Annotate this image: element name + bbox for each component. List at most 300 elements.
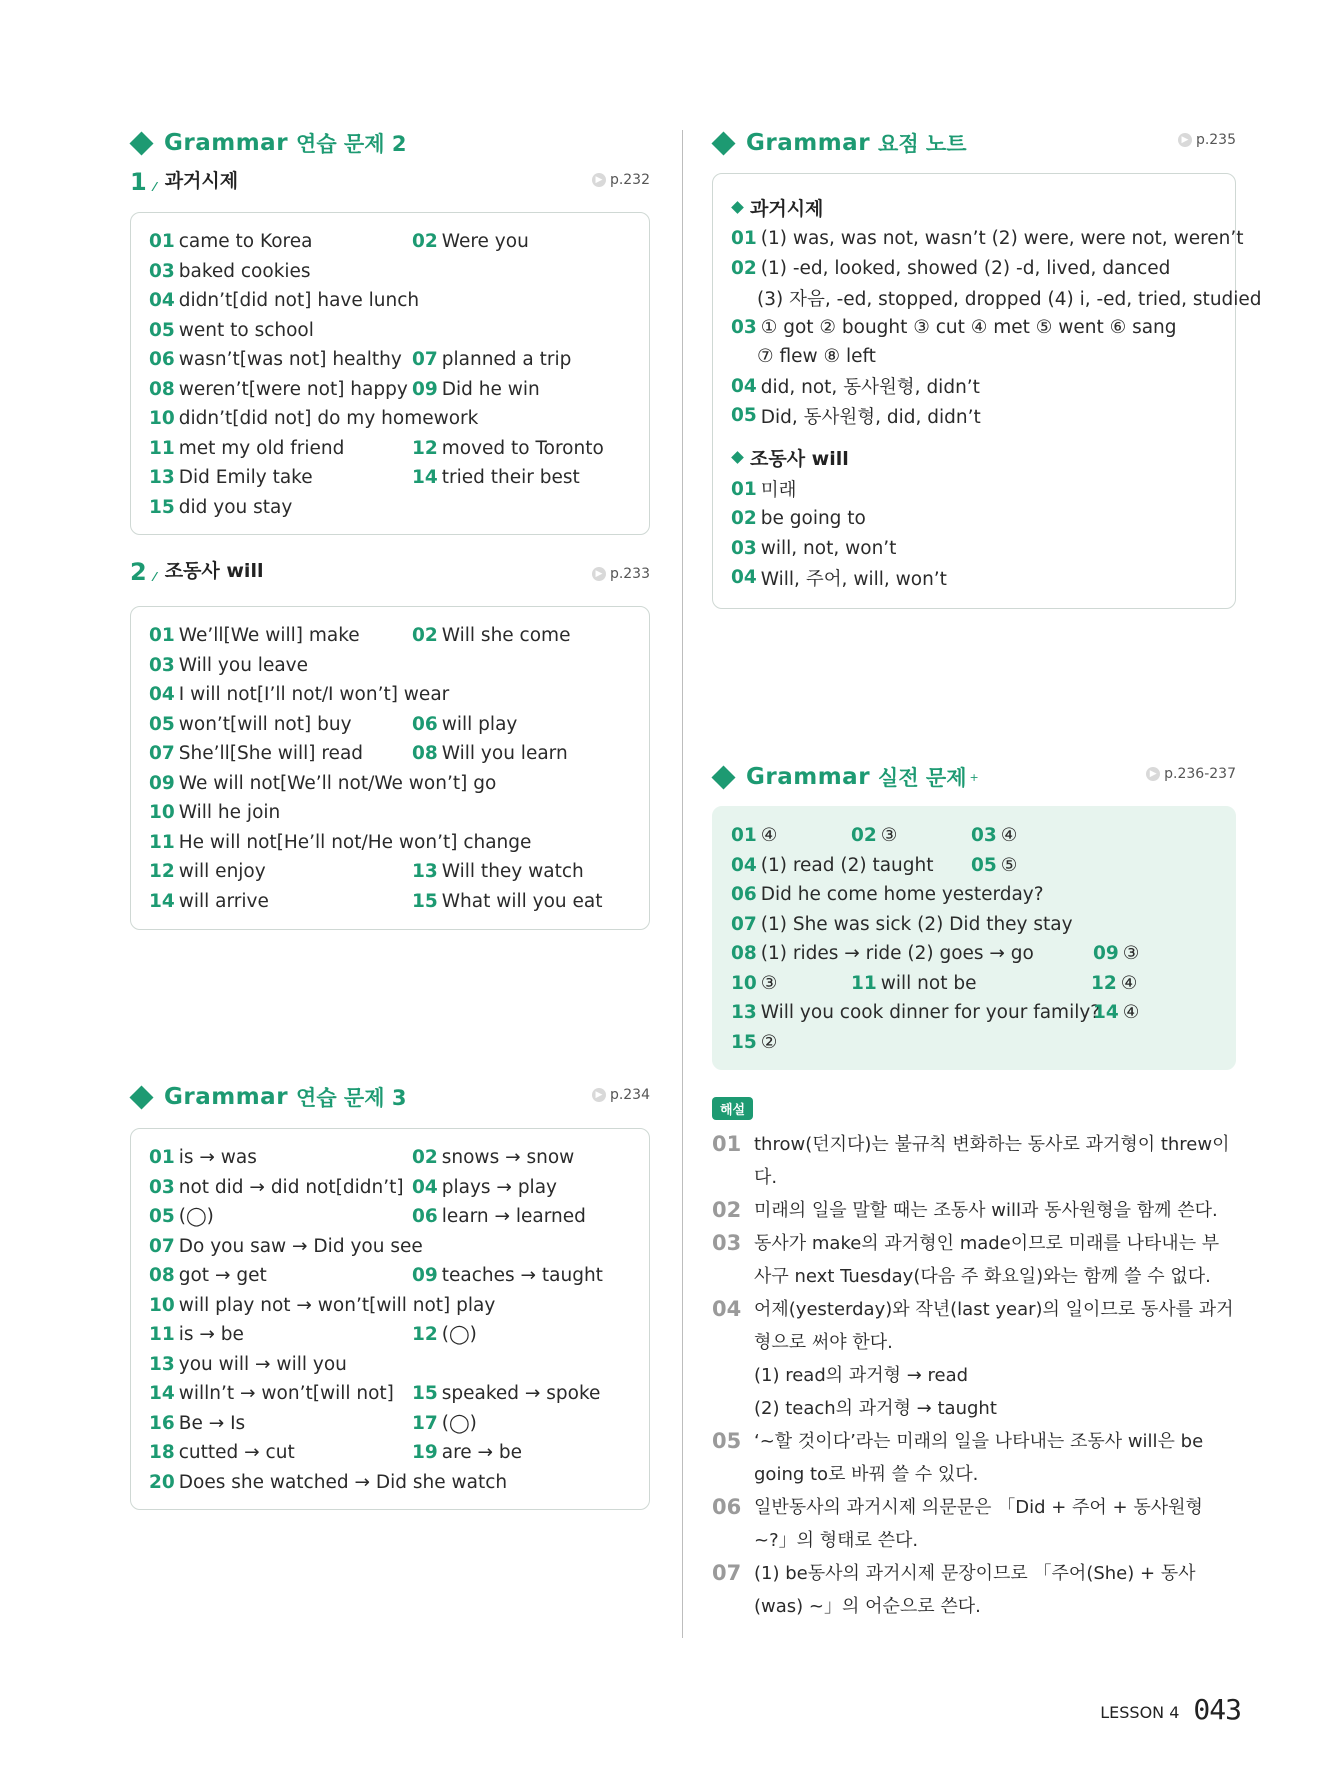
explanation-number [712,1359,754,1392]
note-row [731,313,1217,343]
item-number: 12 [412,437,438,459]
item-number: 05 [731,405,757,427]
answer-item [149,379,412,400]
answer-item [149,1354,412,1375]
explanation-badge: 해설 [712,1097,753,1120]
item-number: 06 [412,1206,438,1228]
item-text: are → be [441,1442,523,1464]
answer-row [149,1291,631,1321]
plus-mark: + [969,770,979,784]
item-text: ⑦ flew ⑧ left [757,346,876,368]
item-number: 01 [731,825,757,847]
item-text: 미래 [760,480,797,502]
item-text: met my old friend [178,437,345,459]
item-text: is → was [178,1147,257,1169]
item-text: planned a trip [441,349,572,371]
answer-item [149,408,479,430]
item-text: Do you saw → Did you see [178,1235,423,1257]
item-text: Did he come home yesterday? [760,884,1044,906]
answer-item [149,655,412,676]
answer-item [412,891,652,912]
item-number: 15 [412,1383,438,1405]
column-divider [682,130,683,1638]
answer-item [731,943,1093,964]
answer-row [149,493,631,523]
diamond-icon [129,1085,153,1109]
answer-row [149,316,631,346]
note-row [731,283,1262,313]
answer-item [149,1324,412,1345]
item-number: 09 [149,772,175,794]
item-number: 05 [971,854,997,876]
note-row [731,224,1244,254]
answer-item [731,973,851,994]
item-number: 13 [412,861,438,883]
section-title: 연습 문제 2 [296,132,407,156]
item-text: not did → did not[didn’t] [178,1176,404,1198]
explanation-text: (1) be동사의 과거시제 문장이므로 「주어(She) + 동사(was) ~」의 어순으로 쓴다. [754,1563,1196,1617]
item-number: 02 [412,625,438,647]
item-text: Will she come [441,625,571,647]
explanation-item [712,1128,1236,1194]
answer-row [149,463,631,493]
answer-item [149,231,412,252]
item-text: Will you leave [178,654,308,676]
arrow-circle-icon: ▶ [592,173,606,187]
answer-item [149,497,412,518]
item-text: (3) 자음, -ed, stopped, dropped (4) i, -ed, tried, studied [757,288,1262,310]
answer-item [412,1206,652,1227]
item-text: ① got ② bought ③ cut ④ met ⑤ went ⑥ sang [760,316,1177,338]
diamond-bullet-icon [731,451,744,464]
answer-row [149,798,631,828]
answer-item [731,1032,1211,1053]
item-text: We will not[We’ll not/We won’t] go [178,772,497,794]
section-header-practice2 [130,126,406,160]
item-text: (1) She was sick (2) Did they stay [760,913,1073,935]
item-text: Does she watched → Did she watch [178,1471,508,1493]
explanation-text: 동사가 make의 과거형인 made이므로 미래를 나타내는 부사구 next Tuesday(다음 주 화요일)와는 함께 쓸 수 없다. [754,1233,1220,1287]
item-text: learn → learned [441,1206,586,1228]
answer-item [149,1177,412,1198]
item-text: ⑤ [1000,854,1018,876]
note-row [731,504,1217,534]
page-footer [1100,1693,1241,1726]
item-text: ③ [760,972,778,994]
answer-row [149,680,631,710]
answer-item [149,891,412,912]
item-number: 01 [731,478,757,500]
explanation-text: (2) teach의 과거형 → taught [754,1398,997,1419]
item-text: will play [441,713,518,735]
item-text: will enjoy [178,861,266,883]
answer-row [149,651,631,681]
item-text: (◯) [441,1412,477,1434]
answer-row [149,1232,631,1262]
answer-item [149,1294,496,1316]
page-reference: ▶ p.235 [1178,132,1236,148]
diamond-icon [711,131,735,155]
answer-item [412,349,652,370]
answer-item [731,825,851,846]
subsection-number: 2 ⁄ [130,558,156,586]
item-number: 07 [731,913,757,935]
arrow-circle-icon: ▶ [1146,767,1160,781]
answer-item [412,379,652,400]
item-text: ④ [1120,972,1138,994]
item-number: 15 [731,1031,757,1053]
item-number: 09 [412,378,438,400]
note-row [731,563,1217,593]
note-row [731,401,1217,431]
item-text: Will you cook dinner for your family? [760,1002,1101,1024]
item-number: 01 [149,231,175,253]
item-number: 03 [149,654,175,676]
item-number: 14 [149,1383,175,1405]
explanation-text: ‘~할 것이다’라는 미래의 일을 나타내는 조동사 will은 be going to로 바꿔 쓸 수 있다. [754,1431,1204,1485]
explanation-item [712,1227,1236,1293]
diamond-icon [711,765,735,789]
item-text: teaches → taught [441,1265,603,1287]
explanation-text: 어제(yesterday)와 작년(last year)의 일이므로 동사를 과거형으로 써야 한다. [754,1299,1234,1353]
item-text: He will not[He’ll not/He won’t] change [178,831,532,853]
item-text: Will they watch [441,861,584,883]
item-text: ③ [1122,943,1140,965]
note-row [731,534,1217,564]
answer-item [1093,943,1193,964]
diamond-bullet-icon [731,201,744,214]
answer-row [149,1409,631,1439]
answer-item [731,855,971,876]
answer-item [851,973,1091,994]
item-number: 03 [971,825,997,847]
item-number: 11 [149,831,175,853]
item-text: (1) rides → ride (2) goes → go [760,943,1034,965]
item-number: 07 [149,743,175,765]
brand-label: Grammar [164,130,289,156]
item-number: 08 [412,743,438,765]
section-header-practice3 [130,1080,406,1114]
item-number: 04 [731,567,757,589]
answer-row [149,1261,631,1291]
item-number: 04 [731,375,757,397]
subsection-header-2 [130,552,263,586]
item-text: got → get [178,1265,267,1287]
explanation-item [712,1557,1236,1623]
answer-item [412,1324,652,1345]
answer-row [149,710,631,740]
answer-row [149,404,631,434]
answer-item [412,438,652,459]
group-heading: 과거시제 [731,190,1217,224]
item-number: 05 [149,713,175,735]
item-number: 11 [851,972,877,994]
answer-item [149,1413,412,1434]
notes-box [712,173,1262,609]
answer-item [149,743,412,764]
item-text: tried their best [441,467,580,489]
item-text: will, not, won’t [760,537,897,559]
answer-item [149,861,412,882]
answer-item [412,231,652,252]
explanation-number: 03 [712,1231,742,1255]
item-number: 03 [149,1176,175,1198]
brand-label: Grammar [746,764,871,790]
explanation-text: throw(던지다)는 불규칙 변화하는 동사로 과거형이 threw이다. [754,1134,1230,1188]
item-number: 20 [149,1471,175,1493]
answer-item [412,743,652,764]
arrow-circle-icon: ▶ [592,567,606,581]
item-number: 10 [731,972,757,994]
page-reference: ▶ p.232 [592,172,650,188]
item-number: 02 [731,257,757,279]
answer-item [149,802,412,823]
answer-item [149,772,497,794]
diamond-icon [129,131,153,155]
answer-item [149,261,412,282]
explanation-number: 06 [712,1495,742,1519]
item-text: Will, 주어, will, won’t [760,568,947,590]
page-number: 043 [1193,1693,1241,1726]
item-text: Be → Is [178,1412,246,1434]
item-text: moved to Toronto [441,437,604,459]
answer-row [149,345,631,375]
subsection-title: 과거시제 [164,170,239,192]
item-number: 02 [412,231,438,253]
arrow-circle-icon: ▶ [1178,133,1192,147]
item-text: snows → snow [441,1147,575,1169]
item-text: Will he join [178,802,281,824]
answer-item [149,438,412,459]
answer-row [149,1350,631,1380]
answer-row [149,1143,631,1173]
section-title: 실전 문제 [878,766,967,790]
answer-item [412,467,652,488]
explanation-text: (1) read의 과거형 → read [754,1365,969,1386]
item-text: did, not, 동사원형, didn’t [760,377,980,399]
item-number: 19 [412,1442,438,1464]
section-title: 요점 노트 [878,132,967,156]
answer-item [971,855,1171,876]
item-number: 13 [149,467,175,489]
explanation-item [712,1293,1236,1359]
item-number: 06 [412,713,438,735]
answer-box [130,606,650,930]
answer-item [1093,1002,1193,1023]
item-number: 10 [149,408,175,430]
item-text: I will not[I’ll not/I won’t] wear [178,684,450,706]
answer-box [130,212,650,535]
answer-item [149,1206,412,1227]
answer-row [149,621,631,651]
explanation-item [712,1359,1236,1392]
explanation-number [712,1392,754,1425]
item-number: 03 [731,537,757,559]
answer-item [1091,973,1191,994]
answer-row [149,739,631,769]
item-text: (◯) [178,1206,214,1228]
item-text: didn’t[did not] do my homework [178,408,479,430]
item-number: 15 [149,496,175,518]
item-text: ② [760,1031,778,1053]
item-number: 16 [149,1412,175,1434]
item-number: 12 [412,1324,438,1346]
item-number: 01 [149,1147,175,1169]
item-number: 04 [149,290,175,312]
answer-item [149,290,420,312]
item-number: 18 [149,1442,175,1464]
answer-item [149,467,412,488]
lesson-label: LESSON 4 [1100,1703,1180,1722]
item-text: is → be [178,1324,244,1346]
item-text: baked cookies [178,260,311,282]
item-text: plays → play [441,1176,557,1198]
item-text: What will you eat [441,890,603,912]
answer-item [412,1177,652,1198]
page-reference: ▶ p.236-237 [1146,766,1236,782]
answer-row [149,434,631,464]
item-text: Were you [441,231,529,253]
explanation-item [712,1491,1236,1557]
item-number: 04 [412,1176,438,1198]
note-row [731,342,1217,372]
answer-item [149,320,412,341]
answer-row [731,1028,1217,1058]
answer-item [149,1265,412,1286]
item-text: Did he win [441,378,540,400]
item-number: 10 [149,1294,175,1316]
section-header-notes [712,126,967,160]
item-number: 09 [1093,943,1119,965]
item-text: went to school [178,319,314,341]
explanation-item [712,1392,1236,1425]
answer-item [731,914,1211,935]
answer-item [412,1383,652,1404]
answer-row [731,821,1217,851]
explanation-number: 05 [712,1429,742,1453]
item-number: 02 [412,1147,438,1169]
answer-box [712,806,1236,1070]
item-text: will arrive [178,890,269,912]
item-number: 13 [149,1353,175,1375]
subsection-header-1 [130,162,238,196]
answer-row [731,880,1217,910]
answer-item [412,1265,652,1286]
answer-item [149,349,412,370]
answer-item [971,825,1171,846]
answer-row [731,998,1217,1028]
item-text: Did, 동사원형, did, didn’t [760,406,981,428]
answer-row [731,939,1217,969]
answer-row [149,1320,631,1350]
item-number: 08 [149,1265,175,1287]
item-text: Will you learn [441,743,568,765]
answer-item [149,714,412,735]
explanation-item [712,1425,1236,1491]
answer-item [149,1383,412,1404]
item-number: 09 [412,1265,438,1287]
item-number: 12 [149,861,175,883]
explanation-list [712,1128,1236,1623]
answer-row [149,1173,631,1203]
answer-item [412,1413,652,1434]
item-text: Did Emily take [178,467,313,489]
section-header-real [712,760,979,794]
item-number: 14 [149,890,175,912]
answer-item [149,1235,423,1257]
item-text: won’t[will not] buy [178,713,352,735]
answer-row [149,857,631,887]
item-number: 02 [731,508,757,530]
answer-box [130,1128,650,1510]
item-number: 08 [731,943,757,965]
answer-row [149,828,631,858]
answer-item [731,884,1211,905]
answer-item [412,714,652,735]
note-row [731,475,1217,505]
item-number: 03 [731,316,757,338]
explanation-number: 02 [712,1198,742,1222]
item-text: We’ll[We will] make [178,625,360,647]
answer-row [149,375,631,405]
answer-item [149,1442,412,1463]
item-text: (◯) [441,1324,477,1346]
item-number: 14 [412,467,438,489]
answer-row [149,257,631,287]
item-text: She’ll[She will] read [178,743,364,765]
item-text: didn’t[did not] have lunch [178,290,420,312]
item-number: 07 [149,1235,175,1257]
answer-row [149,1202,631,1232]
page-reference: ▶ p.234 [592,1087,650,1103]
section-title: 연습 문제 3 [296,1086,407,1110]
answer-item [149,831,532,853]
item-text: (1) was, was not, wasn’t (2) were, were not, weren’t [760,228,1244,250]
item-text: ④ [760,825,778,847]
item-number: 13 [731,1002,757,1024]
item-number: 05 [149,319,175,341]
item-number: 02 [851,825,877,847]
page-reference: ▶ p.233 [592,566,650,582]
answer-row [149,887,631,917]
answer-item [149,625,412,646]
item-text: (1) -ed, looked, showed (2) -d, lived, danced [760,257,1171,279]
item-text: ③ [880,825,898,847]
answer-item [149,684,450,706]
item-number: 15 [412,890,438,912]
answer-item [412,861,652,882]
answer-row [149,1438,631,1468]
answer-row [149,286,631,316]
answer-row [731,851,1217,881]
answer-item [149,1471,508,1493]
item-number: 10 [149,802,175,824]
brand-label: Grammar [746,130,871,156]
item-number: 08 [149,378,175,400]
item-text: wasn’t[was not] healthy [178,349,402,371]
explanation-item [712,1194,1236,1227]
item-text: willn’t → won’t[will not] [178,1383,394,1405]
brand-label: Grammar [164,1084,289,1110]
explanation-number: 01 [712,1132,742,1156]
item-number: 07 [412,349,438,371]
answer-row [149,1468,631,1498]
explanation-number: 07 [712,1561,742,1585]
answer-item [851,825,971,846]
item-number: 03 [149,260,175,282]
item-text: speaked → spoke [441,1383,601,1405]
answer-item [412,1147,652,1168]
